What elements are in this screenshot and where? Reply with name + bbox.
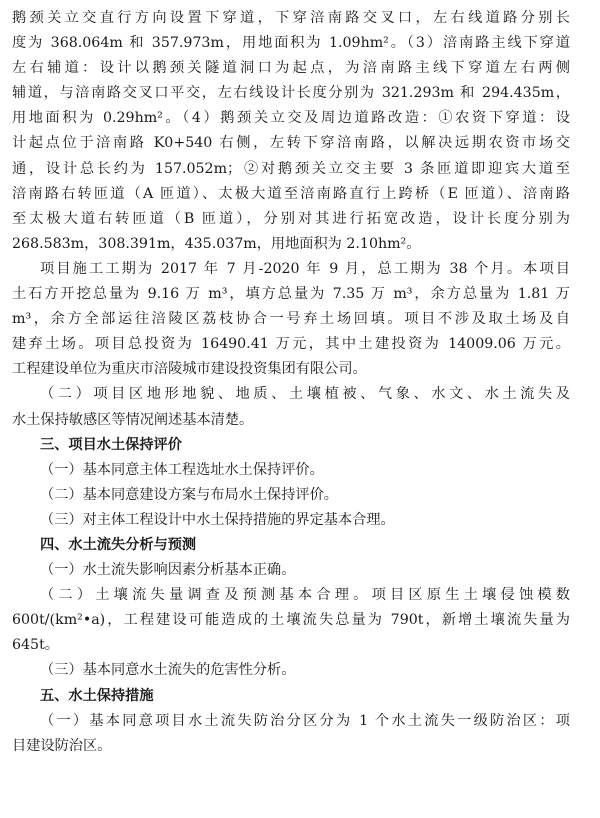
text-line: 268.583m，308.391m，435.037m，用地面积为 2.10hm²。 [12, 235, 421, 252]
text-line: 左右辅道：设计以鹅颈关隧道洞口为起点，为涪南路主线下穿道左右两侧 [12, 60, 570, 77]
paragraph [12, 257, 570, 382]
section-heading: 四、水土流失分析与预测 [40, 536, 197, 553]
text-line: （二）项目区地形地貌、地质、土壤植被、气象、水文、水土流失及 [40, 386, 570, 403]
text-line: （一）基本同意项目水土流失防治分区分为 1 个水土流失一级防治区：项 [40, 712, 570, 729]
text-line: 辅道，与涪南路交叉口平交，左右线设计长度分别为 321.293m 和 294.435m， [12, 85, 570, 102]
text-line: 目建设防治区。 [12, 737, 112, 754]
text-line: 600t/(km²•a)，工程建设可能造成的土壤流失总量为 790t，新增土壤流失量为 [12, 612, 570, 629]
text-line: （二）土壤流失量调查及预测基本合理。项目区原生土壤侵蚀模数 [40, 587, 570, 604]
text-line: （三）基本同意水土流失的危害性分析。 [40, 662, 296, 679]
text-line: 鹅颈关立交直行方向设置下穿道，下穿涪南路交叉口，左右线道路分别长 [12, 10, 570, 26]
text-line: 工程建设单位为重庆市涪陵城市建设投资集团有限公司。 [12, 361, 367, 378]
paragraph [12, 709, 570, 759]
text-line: 建弃土场。项目总投资为 16490.41 万元，其中土建投资为 14009.06 万元。 [12, 336, 570, 353]
text-line: 涪南路右转匝道（A 匝道）、太极大道至涪南路直行上跨桥（E 匝道）、涪南路 [12, 185, 570, 202]
text-line: 用地面积为 0.29hm²。（4）鹅颈关立交及周边道路改造：①农资下穿道：设 [12, 110, 570, 127]
text-line: （一）基本同意主体工程选址水土保持评价。 [40, 461, 324, 478]
text-line: 计起点位于涪南路 K0+540 右侧，左转下穿涪南路，以解决远期农资市场交 [12, 135, 570, 152]
section-heading: 五、水土保持措施 [40, 687, 154, 704]
text-line: 土石方开挖总量为 9.16 万 m³，填方总量为 7.35 万 m³，余方总量为 1.81 万 [12, 286, 570, 303]
paragraph [12, 583, 570, 658]
text-line: 至太极大道右转匝道（B 匝道），分别对其进行拓宽改造，设计长度分别为 [12, 210, 570, 227]
text-line: m³，余方全部运往涪陵区荔枝协合一号弃土场回填。项目不涉及取土场及自 [12, 311, 570, 328]
text-line: 项目施工工期为 2017 年 7 月-2020 年 9 月，总工期为 38 个月。本项目 [40, 260, 570, 277]
text-line: 645t。 [12, 637, 59, 654]
text-line: 度为 368.064m 和 357.973m，用地面积为 1.09hm²。（3）涪南路主线下穿道 [12, 35, 570, 52]
text-line: （二）基本同意建设方案与布局水土保持评价。 [40, 486, 338, 503]
text-line: （一）水土流失影响因素分析基本正确。 [40, 562, 296, 579]
paragraph [12, 6, 570, 257]
text-line: 通，设计总长约为 157.052m；②对鹅颈关立交主要 3 条匝道即迎宾大道至 [12, 160, 570, 177]
text-line: （三）对主体工程设计中水土保持措施的界定基本合理。 [40, 511, 395, 528]
text-line: 水土保持敏感区等情况阐述基本清楚。 [12, 411, 254, 428]
paragraph [12, 382, 570, 432]
section-heading: 三、项目水土保持评价 [40, 436, 182, 453]
